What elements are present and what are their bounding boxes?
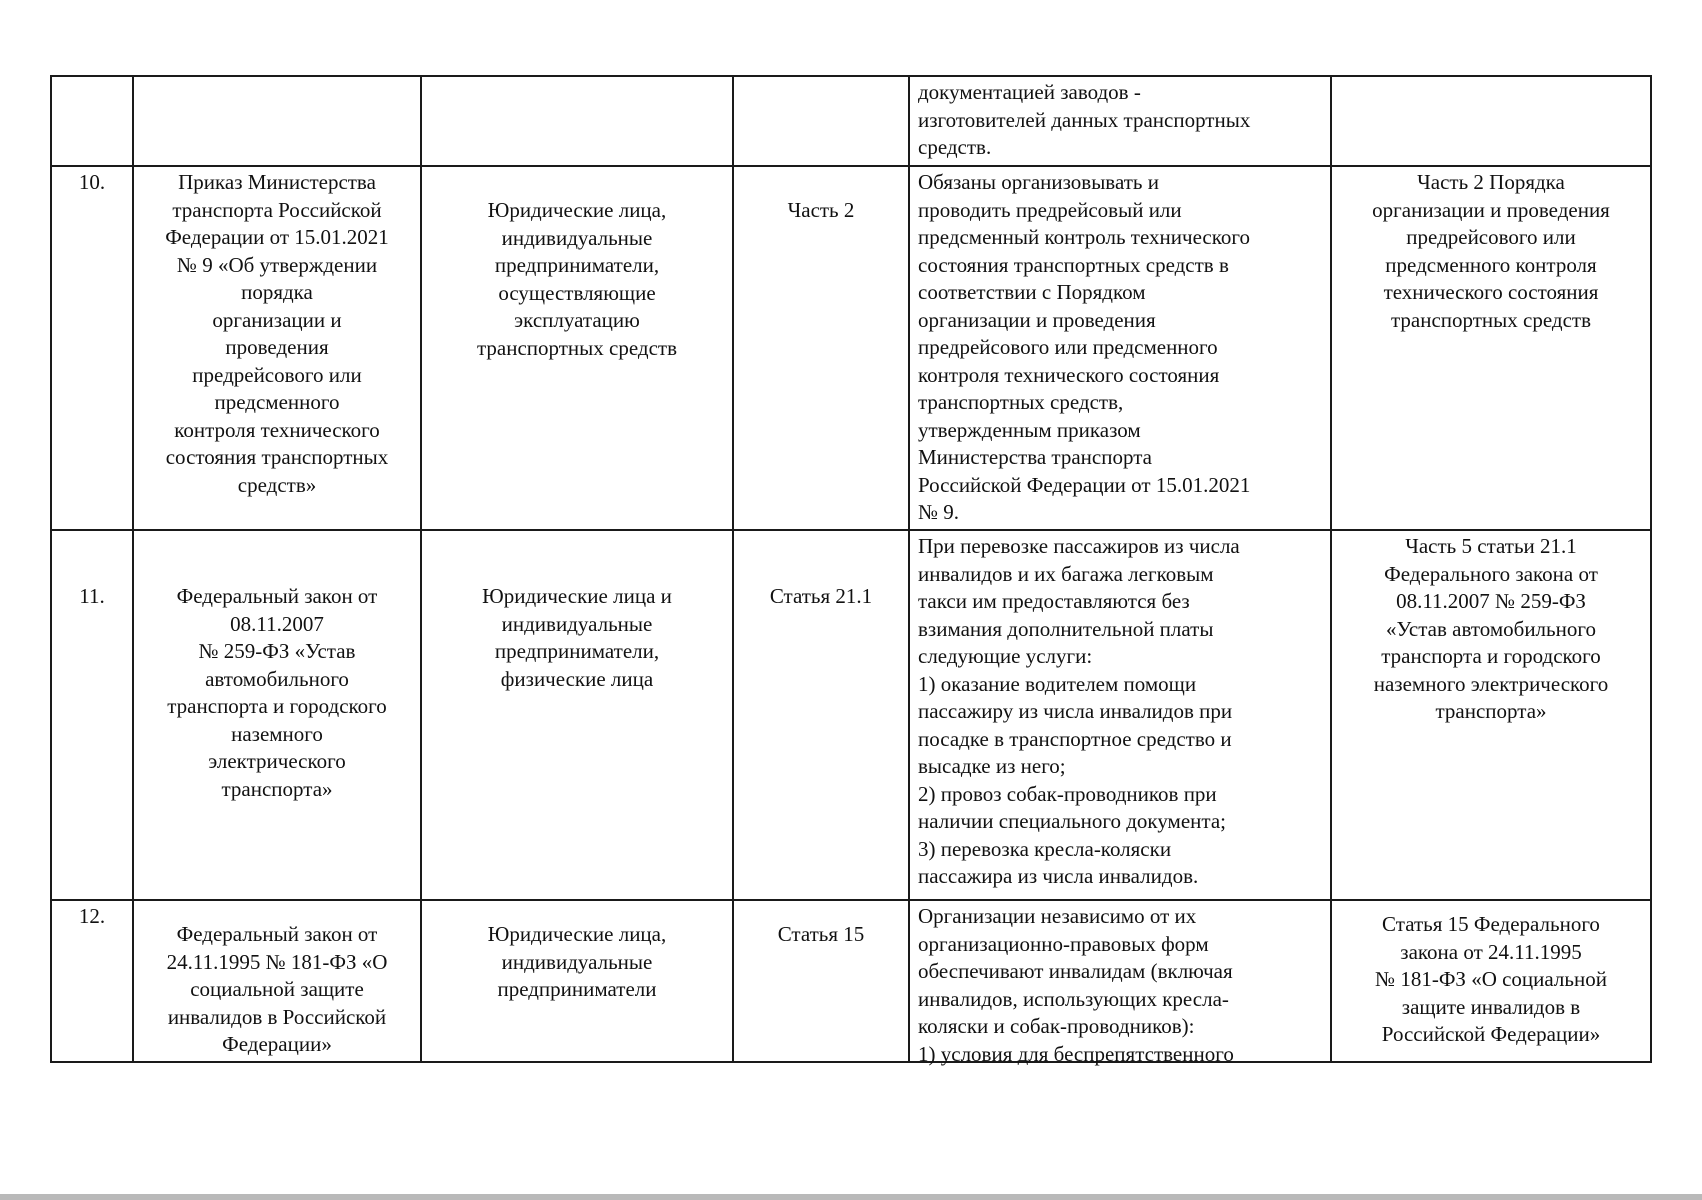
requirement-cell: документацией заводов - изготовителей данных транспортных средств.: [909, 76, 1331, 166]
legal-act-cell: Федеральный закон от 24.11.1995 № 181-ФЗ «О социальной защите инвалидов в Российской Федерации»: [133, 900, 421, 1062]
row-number: 10.: [51, 166, 133, 530]
requirement-cell: При перевозке пассажиров из числа инвалидов и их багажа легковым такси им предоставляются без взимания дополнительной платы следующие услуги: 1) оказание водителем помощи пассажиру из числа инвалидов при посадке в транспортное средство и высадке из него; 2) провоз собак-проводников при наличии специального документа; 3) перевозка кресла-коляски пассажира из числа инвалидов.: [909, 530, 1331, 900]
reference-cell: Часть 5 статьи 21.1 Федерального закона от 08.11.2007 № 259-ФЗ «Устав автомобильного транспорта и городского наземного электрического транспорта»: [1331, 530, 1651, 900]
scan-edge-bar: [0, 1194, 1702, 1200]
structural-unit-cell: Статья 15: [733, 900, 909, 1062]
subjects-cell: Юридические лица и индивидуальные предприниматели, физические лица: [421, 530, 733, 900]
legal-act-cell: Приказ Министерства транспорта Российской Федерации от 15.01.2021 № 9 «Об утверждении порядка организации и проведения предрейсового или предсменного контроля технического состояния транспортных средств»: [133, 166, 421, 530]
table-row: [51, 530, 1651, 900]
subjects-cell: [421, 76, 733, 166]
table-row: [51, 166, 1651, 530]
requirements-table: [50, 75, 1652, 1066]
requirement-cell: Обязаны организовывать и проводить предрейсовый или предсменный контроль технического состояния транспортных средств в соответствии с Порядком организации и проведения предрейсового или предсменного контроля технического состояния транспортных средств, утвержденным приказом Министерства транспорта Российской Федерации от 15.01.2021 № 9.: [909, 166, 1331, 530]
reference-cell: Статья 15 Федерального закона от 24.11.1995 № 181-ФЗ «О социальной защите инвалидов в Российской Федерации»: [1331, 900, 1651, 1062]
legal-act-cell: [133, 76, 421, 166]
subjects-cell: Юридические лица, индивидуальные предприниматели: [421, 900, 733, 1062]
reference-cell: [1331, 76, 1651, 166]
subjects-cell: Юридические лица, индивидуальные предприниматели, осуществляющие эксплуатацию транспортных средств: [421, 166, 733, 530]
table-row: [51, 76, 1651, 166]
reference-cell: Часть 2 Порядка организации и проведения предрейсового или предсменного контроля технического состояния транспортных средств: [1331, 166, 1651, 530]
row-number: 11.: [51, 530, 133, 900]
structural-unit-cell: Статья 21.1: [733, 530, 909, 900]
row-number: 12.: [51, 900, 133, 1062]
row-number: [51, 76, 133, 166]
structural-unit-cell: [733, 76, 909, 166]
structural-unit-cell: Часть 2: [733, 166, 909, 530]
table-row: [51, 900, 1651, 1062]
requirement-cell: [909, 900, 1331, 1066]
requirement-text: Организации независимо от их организационно-правовых форм обеспечивают инвалидам (включая инвалидов, использующих кресла- коляски и собак-проводников): 1) условия для беспрепятственного: [918, 904, 1234, 1066]
legal-act-cell: Федеральный закон от 08.11.2007 № 259-ФЗ «Устав автомобильного транспорта и городского наземного электрического транспорта»: [133, 530, 421, 900]
